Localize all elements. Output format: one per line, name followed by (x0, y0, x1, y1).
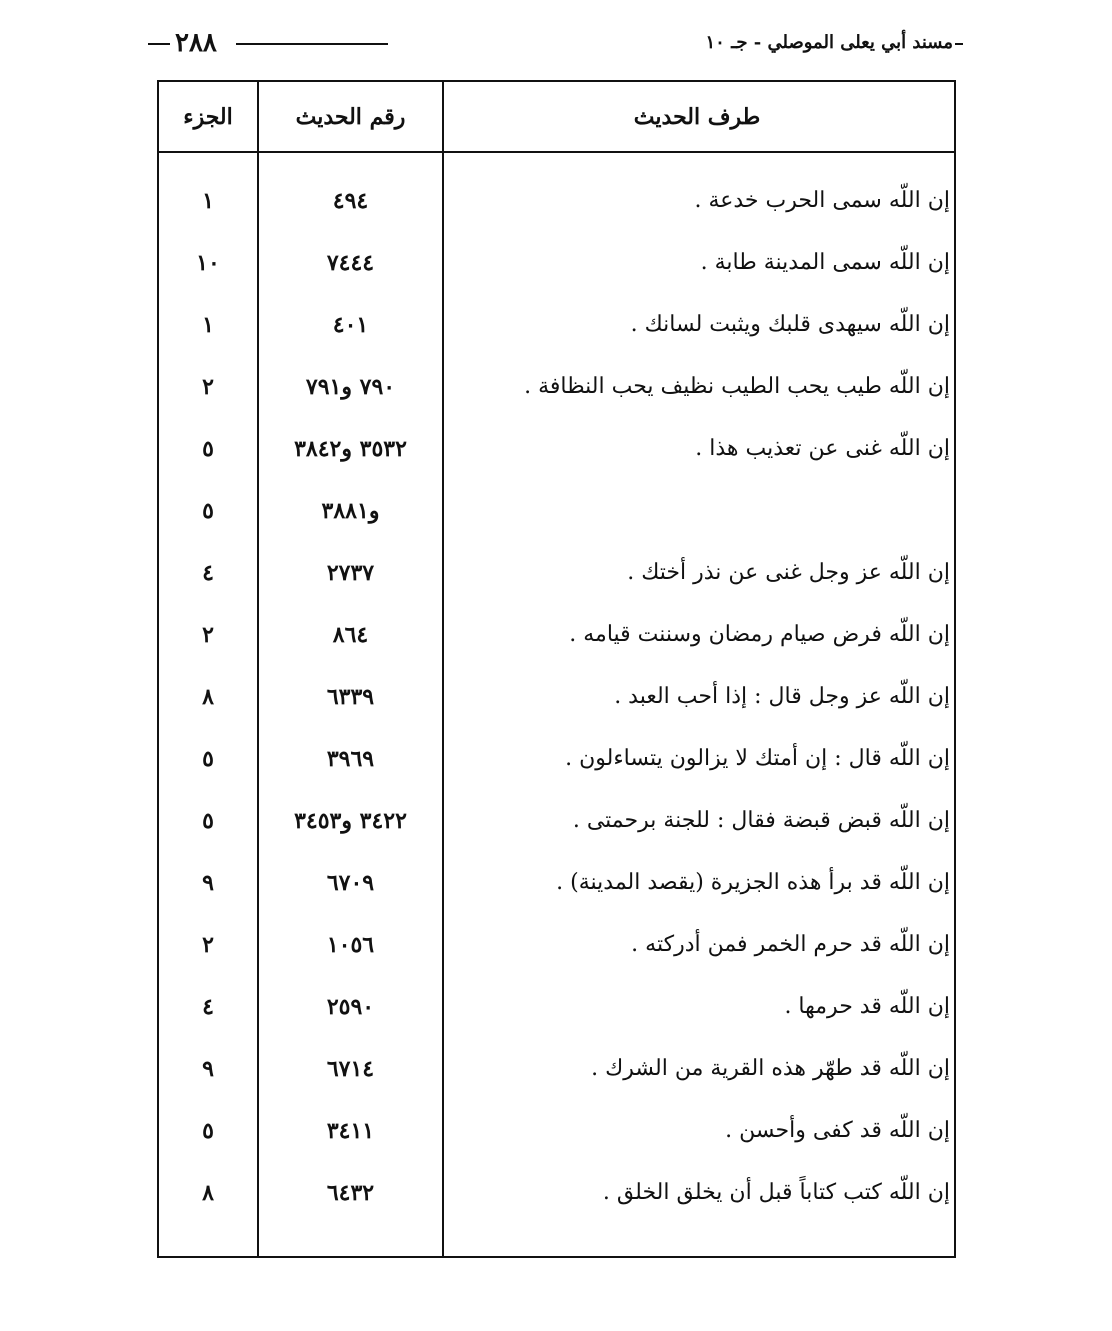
part-number: ٥ (202, 498, 214, 524)
hadith-number: ٦٣٣٩ (326, 684, 375, 710)
part-number: ٨ (202, 684, 214, 710)
hadith-number: ٦٧١٤ (326, 1056, 375, 1082)
hadith-number: ٨٦٤ (332, 622, 369, 648)
hadith-number: ٤٩٤ (332, 188, 369, 214)
header-dash-left (148, 43, 170, 45)
part-number: ٤ (202, 994, 214, 1020)
hadith-text: إن اللّه طيب يحب الطيب نظيف يحب النظافة . (524, 374, 950, 399)
header-part: الجزء (183, 104, 233, 130)
header-hadith-text: طرف الحديث (633, 104, 761, 130)
table-row (159, 612, 954, 674)
table-row (159, 240, 954, 302)
header-divider (159, 151, 954, 153)
table-row (159, 426, 954, 488)
hadith-text: إن اللّه عز وجل غنى عن نذر أختك . (627, 560, 950, 585)
hadith-text: إن اللّه سيهدى قلبك ويثبت لسانك . (630, 312, 950, 337)
part-number: ٥ (202, 1118, 214, 1144)
table-row (159, 922, 954, 984)
part-number: ٥ (202, 746, 214, 772)
hadith-number: ٧٤٤٤ (326, 250, 375, 276)
table-row (159, 1170, 954, 1232)
part-number: ١ (202, 188, 214, 214)
hadith-number: ١٠٥٦ (326, 932, 375, 958)
running-head (148, 26, 963, 60)
part-number: ٢ (202, 932, 214, 958)
part-number: ١ (202, 312, 214, 338)
hadith-text: إن اللّه قد برأ هذه الجزيرة (يقصد المدينة) . (556, 870, 950, 895)
table-row (159, 1046, 954, 1108)
hadith-text: إن اللّه قد حرم الخمر فمن أدركته . (631, 932, 950, 957)
hadith-text: إن اللّه عز وجل قال : إذا أحب العبد . (614, 684, 950, 709)
hadith-number: ٣٩٦٩ (326, 746, 375, 772)
table-row (159, 860, 954, 922)
table-row (159, 488, 954, 550)
table-row (159, 984, 954, 1046)
part-number: ٩ (202, 870, 214, 896)
hadith-number: ٦٧٠٩ (326, 870, 375, 896)
hadith-text: إن اللّه كتب كتاباً قبل أن يخلق الخلق . (602, 1180, 950, 1205)
table-row (159, 302, 954, 364)
header-rule (236, 43, 388, 45)
hadith-text: إن اللّه سمى الحرب خدعة . (694, 188, 950, 213)
hadith-text: إن اللّه قد طهّر هذه القرية من الشرك . (591, 1056, 950, 1081)
part-number: ٨ (202, 1180, 214, 1206)
hadith-text: إن اللّه غنى عن تعذيب هذا . (695, 436, 950, 461)
hadith-text: إن اللّه قد كفى وأحسن . (725, 1118, 950, 1143)
hadith-number: ٧٩٠ و٧٩١ (305, 374, 396, 400)
part-number: ٢ (202, 622, 214, 648)
hadith-number: ٢٥٩٠ (326, 994, 375, 1020)
table-row (159, 798, 954, 860)
hadith-number: و٣٨٨١ (321, 498, 380, 524)
table-row (159, 550, 954, 612)
table-row (159, 178, 954, 240)
hadith-text: إن اللّه قد حرمها . (784, 994, 950, 1019)
hadith-text: إن اللّه فرض صيام رمضان وسننت قيامه . (569, 622, 950, 647)
hadith-number: ٣٤١١ (326, 1118, 375, 1144)
hadith-number: ٣٥٣٢ و٣٨٤٢ (294, 436, 407, 462)
hadith-number: ٦٤٣٢ (326, 1180, 375, 1206)
part-number: ٩ (202, 1056, 214, 1082)
part-number: ٥ (202, 436, 214, 462)
hadith-text: إن اللّه سمى المدينة طابة . (700, 250, 950, 275)
header-hadith-number: رقم الحديث (295, 104, 406, 130)
part-number: ٢ (202, 374, 214, 400)
part-number: ٥ (202, 808, 214, 834)
book-title: مسند أبي يعلى الموصلي - جـ ١٠ (705, 32, 953, 53)
hadith-text: إن اللّه قبض قبضة فقال : للجنة برحمتى . (572, 808, 950, 833)
hadith-number: ٣٤٢٢ و٣٤٥٣ (294, 808, 407, 834)
part-number: ١٠ (196, 250, 220, 276)
table-row (159, 736, 954, 798)
table-row (159, 1108, 954, 1170)
hadith-text: إن اللّه قال : إن أمتك لا يزالون يتساءلون . (565, 746, 950, 771)
hadith-index-table (157, 80, 956, 1258)
page-number: ٢٨٨ (175, 28, 217, 58)
part-number: ٤ (202, 560, 214, 586)
hadith-number: ٤٠١ (332, 312, 369, 338)
table-row (159, 364, 954, 426)
hadith-number: ٢٧٣٧ (326, 560, 375, 586)
header-dash-right (955, 43, 963, 45)
table-row (159, 674, 954, 736)
